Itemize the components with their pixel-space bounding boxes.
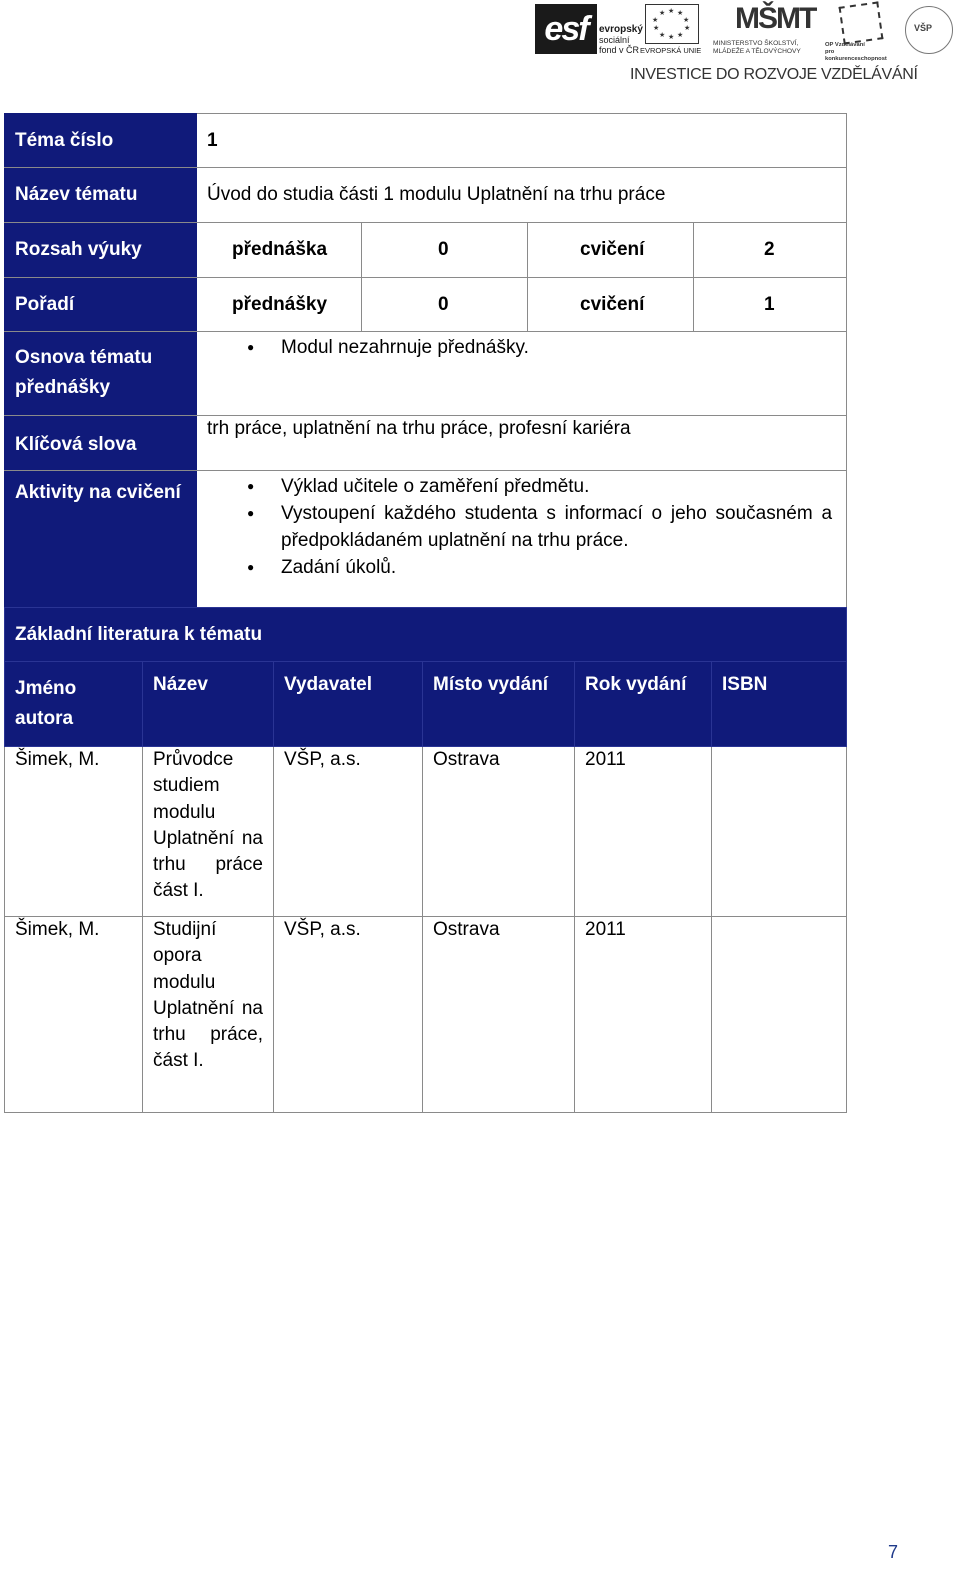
header-tagline: INVESTICE DO ROZVOJE VZDĚLÁVÁNÍ xyxy=(630,66,918,83)
order-exercise-label: cvičení xyxy=(528,278,694,332)
cell-title: Průvodce studiem modulu Uplatnění na trhu práce část I. xyxy=(143,747,274,917)
activity-item: ● Výklad učitele o zaměření předmětu. xyxy=(281,473,836,500)
op-text-line-2: pro konkurenceschopnost xyxy=(825,49,887,62)
msmt-logo-mark: MŠMT xyxy=(735,2,816,35)
column-header-isbn: ISBN xyxy=(712,662,847,747)
scope-exercise-value: 2 xyxy=(694,223,847,278)
value-topic-name: Úvod do studia části 1 modulu Uplatnění na trhu práce xyxy=(197,168,847,223)
cell-year: 2011 xyxy=(575,917,712,1113)
column-header-place: Místo vydání xyxy=(423,662,575,747)
cell-isbn xyxy=(712,917,847,1113)
cell-place: Ostrava xyxy=(423,747,575,917)
row-topic-name xyxy=(5,168,847,223)
label-activities: Aktivity na cvičení xyxy=(5,471,197,608)
outline-list xyxy=(207,334,836,361)
label-scope: Rozsah výuky xyxy=(5,223,197,278)
value-keywords: trh práce, uplatnění na trhu práce, profesní kariéra xyxy=(197,416,847,471)
table-row xyxy=(5,917,847,1113)
literature-table xyxy=(4,607,847,1113)
header-logos xyxy=(535,2,955,62)
cell-title: Studijní opora modulu Uplatnění na trhu práce, část I. xyxy=(143,917,274,1113)
msmt-text-line-2: MLÁDEŽE A TĚLOVÝCHOVY xyxy=(713,48,801,55)
order-lecture-value: 0 xyxy=(362,278,528,332)
op-text-line-1: OP Vzdělávání xyxy=(825,42,865,48)
column-header-title: Název xyxy=(143,662,274,747)
column-header-publisher: Vydavatel xyxy=(274,662,423,747)
esf-text-line-3: fond v ČR xyxy=(599,45,640,55)
activity-item: ● Vystoupení každého studenta s informací o jeho současném a předpokládaném uplatnění na trhu práce. xyxy=(281,500,836,554)
row-order xyxy=(5,278,847,332)
eu-flag-icon: ★ ★ ★ ★ ★ ★ ★ ★ ★ ★ xyxy=(645,4,699,44)
page-number: 7 xyxy=(888,1542,899,1562)
table-row xyxy=(5,747,847,917)
cell-publisher: VŠP, a.s. xyxy=(274,747,423,917)
vsp-seal-logo xyxy=(905,6,953,54)
value-outline xyxy=(197,332,847,416)
column-header-year: Rok vydání xyxy=(575,662,712,747)
topic-table xyxy=(4,113,847,608)
cell-publisher: VŠP, a.s. xyxy=(274,917,423,1113)
msmt-text-line-1: MINISTERSTVO ŠKOLSTVÍ, xyxy=(713,40,799,47)
esf-logo: esf xyxy=(535,4,597,54)
value-topic-number: 1 xyxy=(197,114,847,168)
row-topic-number xyxy=(5,114,847,168)
vsp-logo-text: VŠP xyxy=(914,23,933,33)
op-vzdelavani-logo xyxy=(825,4,895,62)
scope-exercise-label: cvičení xyxy=(528,223,694,278)
row-scope xyxy=(5,223,847,278)
literature-columns-row xyxy=(5,662,847,747)
msmt-logo xyxy=(713,4,821,56)
label-outline: Osnova tématu přednášky xyxy=(5,332,197,416)
order-lecture-label: přednášky xyxy=(197,278,362,332)
activity-item: ● Zadání úkolů. xyxy=(281,554,836,581)
cell-place: Ostrava xyxy=(423,917,575,1113)
literature-heading: Základní literatura k tématu xyxy=(5,608,847,662)
row-outline xyxy=(5,332,847,416)
esf-text-line-1: evropský xyxy=(599,24,643,35)
row-keywords xyxy=(5,416,847,471)
literature-heading-row xyxy=(5,608,847,662)
cell-isbn xyxy=(712,747,847,917)
order-exercise-value: 1 xyxy=(694,278,847,332)
outline-item: ● Modul nezahrnuje přednášky. xyxy=(281,334,836,361)
column-header-author: Jméno autora xyxy=(5,662,143,747)
cell-year: 2011 xyxy=(575,747,712,917)
cell-author: Šimek, M. xyxy=(5,747,143,917)
row-activities xyxy=(5,471,847,608)
label-topic-name: Název tématu xyxy=(5,168,197,223)
msmt-logo-text xyxy=(713,40,801,56)
scope-lecture-value: 0 xyxy=(362,223,528,278)
scope-lecture-label: přednáška xyxy=(197,223,362,278)
label-keywords: Klíčová slova xyxy=(5,416,197,471)
label-order: Pořadí xyxy=(5,278,197,332)
eu-text: EVROPSKÁ UNIE xyxy=(640,46,702,55)
op-logo-shape xyxy=(839,1,884,44)
value-activities xyxy=(197,471,847,608)
label-topic-number: Téma číslo xyxy=(5,114,197,168)
cell-author: Šimek, M. xyxy=(5,917,143,1113)
op-logo-text xyxy=(825,42,895,63)
activities-list xyxy=(207,473,836,581)
esf-text-line-2: sociální xyxy=(599,35,630,45)
